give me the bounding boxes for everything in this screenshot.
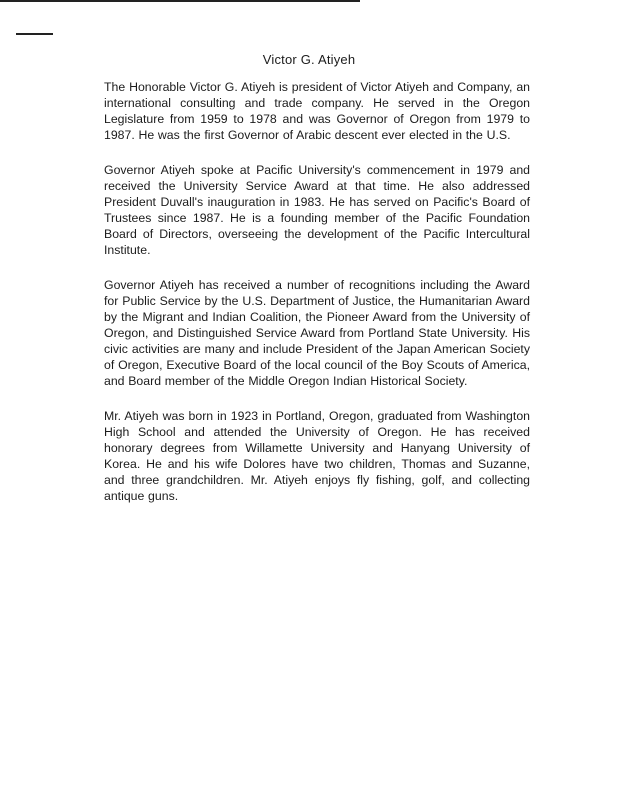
paragraph-career: The Honorable Victor G. Atiyeh is president of Victor Atiyeh and Company, an international consulting and trade company. He served in the Oregon Legislature from 1959 to 1978 and was Governor of Oregon from 1979 to 1987. He was the first Governor of Arabic descent ever elected in the U.S.	[104, 80, 530, 142]
document-body	[104, 79, 530, 523]
paragraph-pacific-university: Governor Atiyeh spoke at Pacific University's commencement in 1979 and received the University Service Award at that time. He also addressed President Duvall's inauguration in 1983. He has served on Pacific's Board of Trustees since 1987. He is a founding member of the Pacific Foundation Board of Directors, overseeing the development of the Pacific Intercultural Institute.	[104, 163, 530, 257]
paragraph-recognitions: Governor Atiyeh has received a number of recognitions including the Award for Public Service by the U.S. Department of Justice, the Humanitarian Award by the Migrant and Indian Coalition, the Pioneer Award from the University of Oregon, and Distinguished Service Award from Portland State University. His civic activities are many and include President of the Japan American Society of Oregon, Executive Board of the local council of the Boy Scouts of America, and Board member of the Middle Oregon Indian Historical Society.	[104, 278, 530, 388]
page-title: Victor G. Atiyeh	[262, 52, 356, 67]
scan-top-edge	[0, 0, 360, 2]
paragraph-biography: Mr. Atiyeh was born in 1923 in Portland, Oregon, graduated from Washington High School and attended the University of Oregon. He has received honorary degrees from Willamette University and Hanyang University of Korea. He and his wife Dolores have two children, Thomas and Suzanne, and three grandchildren. Mr. Atiyeh enjoys fly fishing, golf, and collecting antique guns.	[104, 409, 530, 503]
scan-mark	[16, 33, 53, 35]
